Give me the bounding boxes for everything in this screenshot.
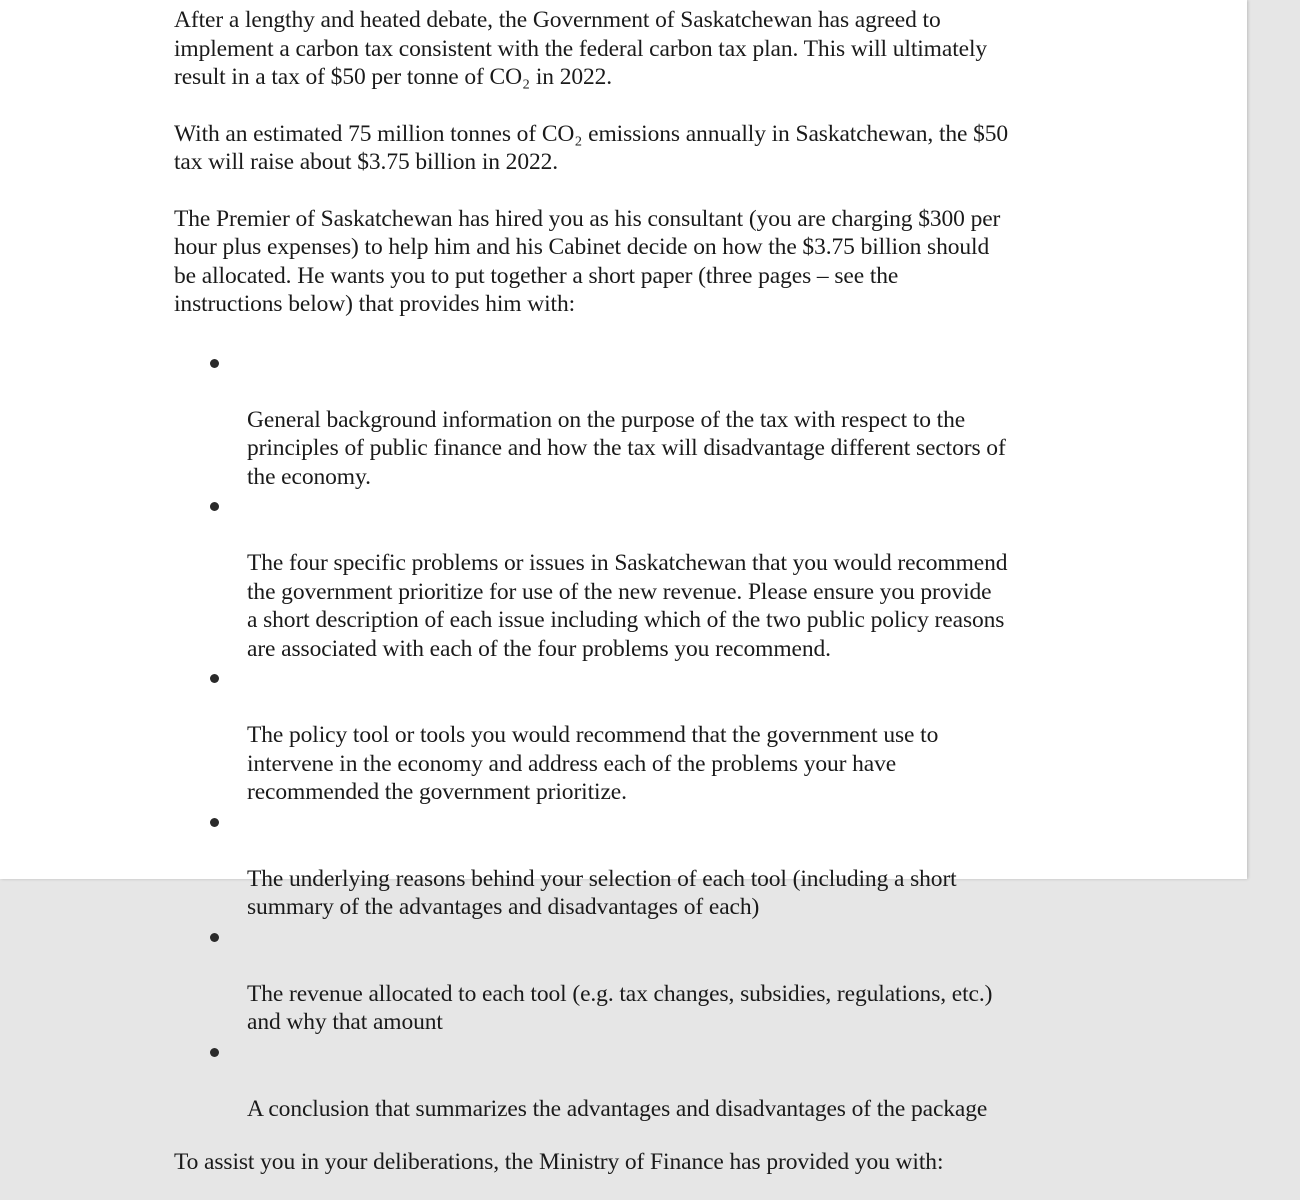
list-item-text: The underlying reasons behind your selection of each tool (including a short summary of the advantages and disadvantages of each) [247,865,957,920]
document-body [174,6,1174,1200]
bullet-icon [210,1048,219,1057]
list-item [174,349,1174,492]
list-item-text: The revenue allocated to each tool (e.g. tax changes, subsidies, regulations, etc.) and why that amount [247,980,993,1035]
paragraph-consultant-task: The Premier of Saskatchewan has hired you as his consultant (you are charging $300 per hour plus expenses) to help him and his Cabinet decide on how the $3.75 billion should be allocated. He wants you to put together a short paper (three pages – see the instructions below) that provides him with: [174,205,1001,317]
list-item [174,1038,1174,1124]
paragraph-closing: To assist you in your deliberations, the Ministry of Finance has provided you with: [174,1149,944,1175]
paragraph-emissions-estimate: With an estimated 75 million tonnes of CO₂ emissions annually in Saskatchewan, the $50 tax will raise about $3.75 billion in 2022. [174,120,1009,175]
paragraph-carbon-tax-intro: After a lengthy and heated debate, the Government of Saskatchewan has agreed to implement a carbon tax consistent with the federal carbon tax plan. This will ultimately result in a tax of $50 per tonne of CO₂ in 2022. [174,7,988,90]
list-item-text: General background information on the purpose of the tax with respect to the principles of public finance and how the tax will disadvantage different sectors of the economy. [247,406,1006,490]
requirements-list [174,349,1174,1124]
bullet-icon [210,674,219,683]
bullet-icon [210,933,219,942]
list-item-text: The policy tool or tools you would recommend that the government use to intervene in the economy and address each of the problems your have recommended the government prioritize. [247,722,939,805]
list-item [174,492,1174,663]
list-item [174,923,1174,1037]
bullet-icon [210,359,219,368]
list-item-text: The four specific problems or issues in Saskatchewan that you would recommend the government prioritize for use of the new revenue. Please ensure you provide a short description of each issue including which of the two public policy reasons are associated with each of the four problems you recommend. [247,550,1008,662]
list-item [174,808,1174,922]
bullet-icon [210,818,219,827]
bullet-icon [210,502,219,511]
list-item [174,664,1174,807]
list-item-text: A conclusion that summarizes the advantages and disadvantages of the package [247,1095,988,1122]
